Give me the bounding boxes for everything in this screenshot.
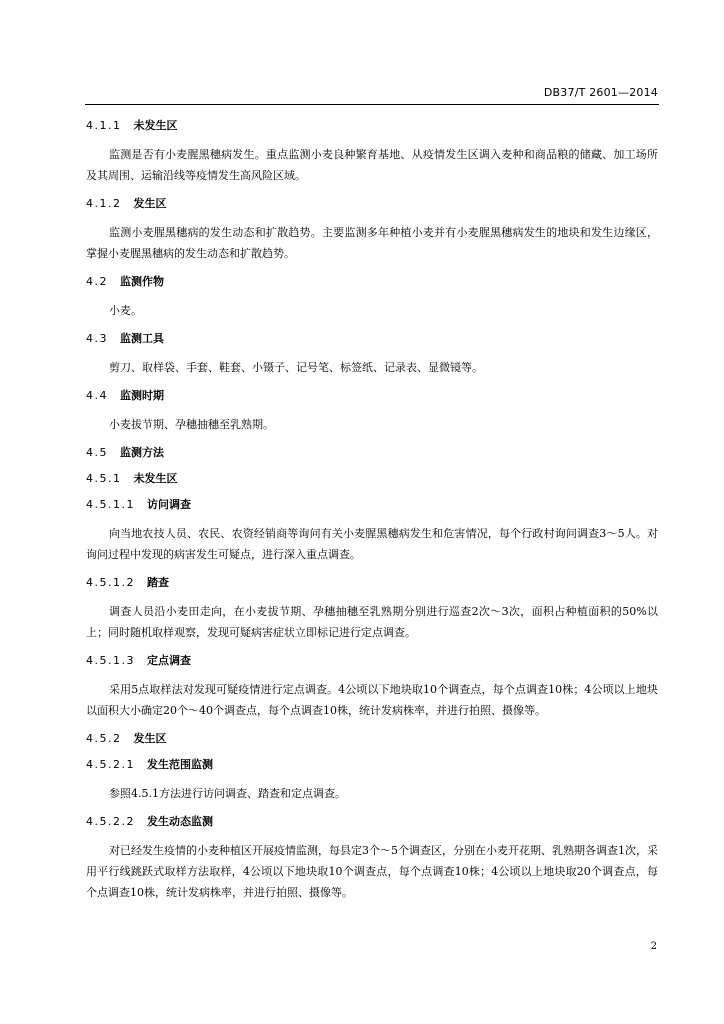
paragraph-4-4: 小麦拔节期、孕穗抽穗至乳熟期。	[109, 418, 274, 431]
page-number: 2	[650, 941, 657, 952]
header-standard-code: DB37/T 2601—2014	[543, 86, 658, 99]
paragraph-4-1-2: 监测小麦腥黑穗病的发生动态和扩散趋势。主要监测多年种植小麦并有小麦腥黑穗病发生的地块和发生边缘区，掌握小麦腥黑穗病的发生动态和扩散趋势。	[86, 226, 658, 260]
heading-4-5-2-1: 4.5.2.1 发生范围监测	[86, 758, 213, 771]
paragraph-4-5-2-2: 对已经发生疫情的小麦种植区开展疫情监测，每县定3个～5个调查区，分别在小麦开花期、乳熟期各调查1次，采用平行线跳跃式取样方法取样，4公顷以下地块取10个调查点，每个点调查10株；4公顷以上地块取20个调查点，每个点调查10株，统计发病株率，并进行拍照、摄像等。	[86, 844, 658, 899]
heading-4-2: 4.2 监测作物	[86, 275, 164, 288]
heading-4-1-2: 4.1.2 发生区	[86, 197, 167, 210]
header-divider	[85, 104, 659, 105]
heading-4-5-2-2: 4.5.2.2 发生动态监测	[86, 815, 213, 828]
heading-4-5-1-3: 4.5.1.3 定点调查	[86, 654, 191, 667]
heading-4-5-1-2: 4.5.1.2 踏查	[86, 576, 169, 589]
paragraph-4-5-1-2: 调查人员沿小麦田走向，在小麦拔节期、孕穗抽穗至乳熟期分别进行巡查2次～3次，面积占种植面积的50%以上；同时随机取样观察，发现可疑病害症状立即标记进行定点调查。	[86, 605, 658, 639]
heading-4-4: 4.4 监测时期	[86, 389, 164, 402]
heading-4-5-2: 4.5.2 发生区	[86, 732, 167, 745]
paragraph-4-3: 剪刀、取样袋、手套、鞋套、小镊子、记号笔、标签纸、记录表、显微镜等。	[109, 361, 483, 374]
heading-4-5-1: 4.5.1 未发生区	[86, 472, 178, 485]
paragraph-4-5-1-1: 向当地农技人员、农民、农资经销商等询问有关小麦腥黑穗病发生和危害情况，每个行政村询问调查3～5人。对询问过程中发现的病害发生可疑点，进行深入重点调查。	[86, 527, 658, 561]
paragraph-4-2: 小麦。	[109, 304, 142, 317]
document-body	[86, 118, 658, 913]
heading-4-3: 4.3 监测工具	[86, 332, 164, 345]
heading-4-5: 4.5 监测方法	[86, 446, 164, 459]
heading-4-1-1: 4.1.1 未发生区	[86, 119, 178, 132]
paragraph-4-5-2-1: 参照4.5.1方法进行访问调查、踏查和定点调查。	[109, 787, 346, 800]
paragraph-4-1-1: 监测是否有小麦腥黑穗病发生。重点监测小麦良种繁育基地、从疫情发生区调入麦种和商品粮的储藏、加工场所及其周围、运输沿线等疫情发生高风险区域。	[86, 148, 658, 182]
paragraph-4-5-1-3: 采用5点取样法对发现可疑疫情进行定点调查。4公顷以下地块取10个调查点，每个点调查10株；4公顷以上地块以面积大小确定20个～40个调查点，每个点调查10株，统计发病株率，并进行拍照、摄像等。	[86, 683, 658, 717]
heading-4-5-1-1: 4.5.1.1 访问调查	[86, 498, 191, 511]
